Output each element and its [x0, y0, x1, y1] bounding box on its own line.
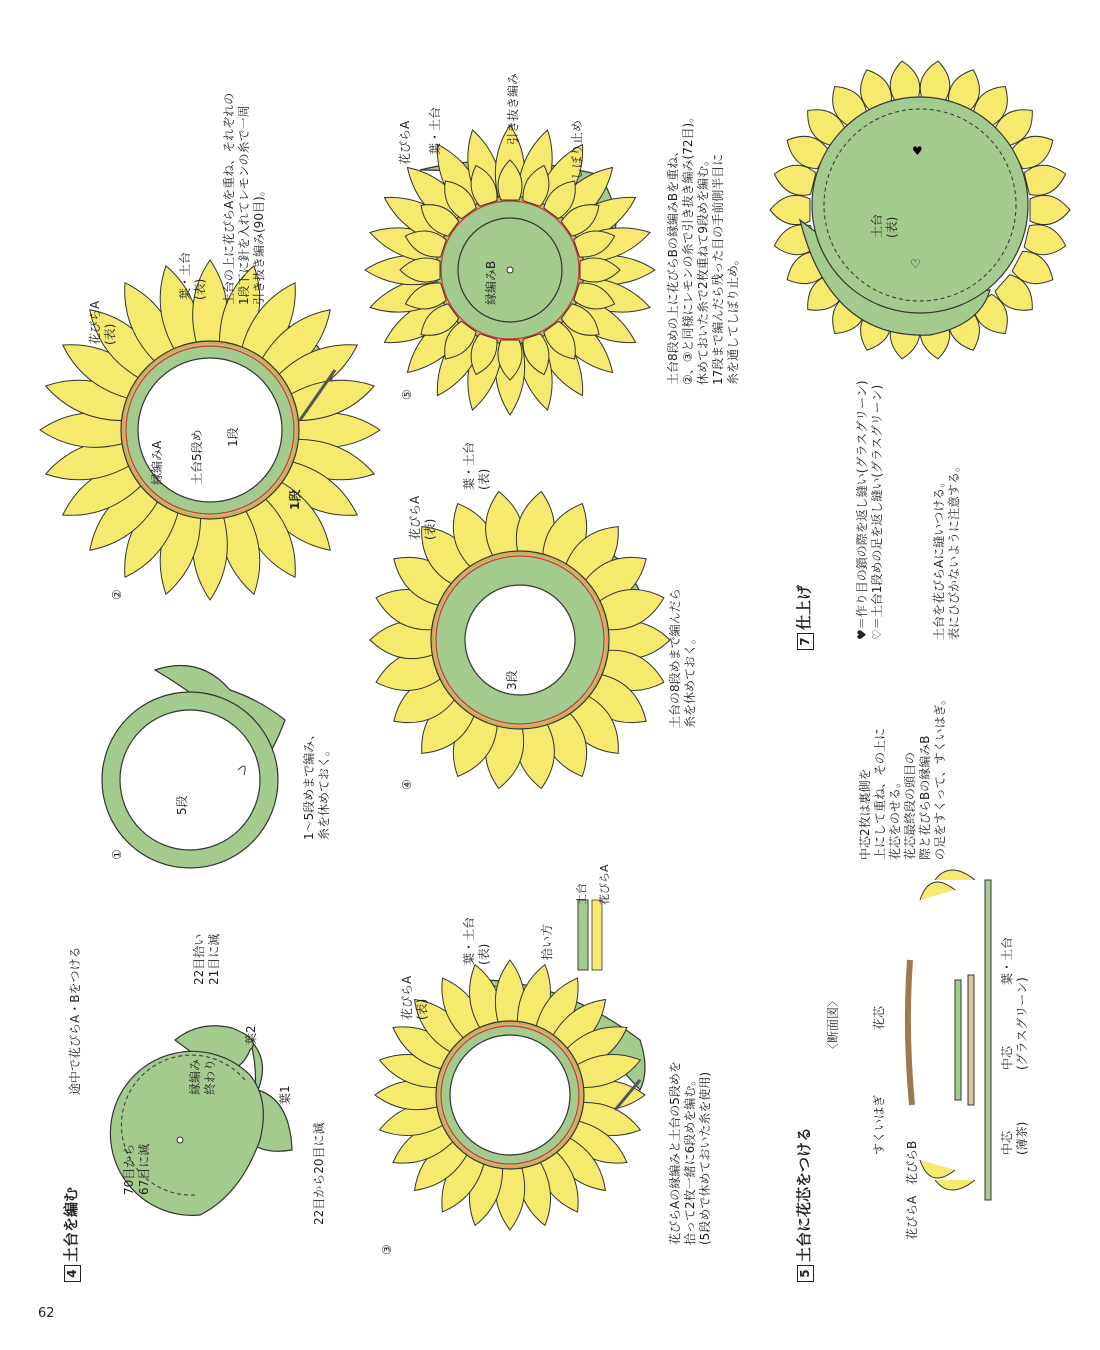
main-center-dot: [177, 1137, 183, 1143]
step5-caption: 土台8段めの上に花びらBの縁編みBを重ね、 ②、③と同様にレモンの糸で引き抜き編み(72目)。 休めておいた糸で2枚重ねて9段めを編む。 17段まで編んだら残った目の手前側半目に 糸を通してしぼり止め。: [666, 110, 740, 385]
cs-core: [908, 960, 912, 1105]
section5-sukui-label: すくいはぎ: [872, 1094, 886, 1155]
section5-petala-label: 花びらA: [905, 1195, 919, 1240]
step3-leaf-label: 葉・土台 (表): [462, 916, 491, 965]
step4-row-label: 3段: [505, 670, 519, 690]
final-petal: [920, 61, 949, 102]
step5-leaf-label: 葉・土台: [428, 106, 442, 155]
section5-number: 5: [797, 1265, 814, 1282]
section5-caption: 中芯2枚は裏側を 上にして重ね、その上に 花芯をのせる。 花芯最終段の頭目の 際と花びらBの縁編みB の足をすくって、すくいはぎ。: [858, 692, 947, 860]
cs-center-thin: [968, 975, 974, 1105]
section5-center-thin-label: 中芯 (薄茶): [1000, 1121, 1029, 1155]
main-label-leaf1: 葉1: [278, 1085, 292, 1105]
step1-hole: [120, 710, 260, 850]
section5-leafbase-label: 葉・土台: [1000, 936, 1014, 985]
step3-key-petal: 花びらA: [598, 864, 611, 905]
cs-petal: [920, 882, 955, 900]
section5-petalb-label: 花びらB: [905, 1140, 919, 1185]
step2-leaf-label: 葉・土台 (表): [178, 251, 207, 300]
section5-heading: [795, 1127, 814, 1282]
page-number: 62: [38, 1306, 55, 1321]
step2-row2-label: 1段: [288, 489, 302, 510]
section5-core-label: 花芯: [872, 1005, 886, 1030]
final-heart-outline: ♡: [910, 257, 921, 271]
cs-center-green: [955, 980, 961, 1100]
step3-hole: [450, 1035, 570, 1155]
final-petal: [1030, 195, 1070, 224]
step5-stop-label: しぼり止め: [570, 119, 584, 180]
final-petal: [890, 61, 919, 102]
step3-pickup-label: 拾い方: [540, 923, 554, 960]
step4-petal-label: 花びらA (表): [408, 495, 437, 540]
main-label-22: 22目拾い 21目に減: [192, 933, 221, 985]
final-petal: [1024, 165, 1065, 195]
section4-heading: [62, 1187, 81, 1282]
final-heart: ♥: [912, 144, 923, 158]
section4-title: 土台を編む: [62, 1186, 80, 1262]
cs-petal: [935, 1180, 975, 1190]
section7-title: 仕上げ: [795, 584, 813, 630]
step2-caption: 土台の上に花びらAを重ね、それぞれの 1段下に針を入れてレモンの糸で一周 引き抜き編み(90目)。: [222, 92, 266, 305]
step4-number: ④: [400, 779, 414, 790]
section5-center-green-label: 中芯 (グラスグリーン): [1000, 977, 1029, 1070]
final-base: [812, 97, 1028, 313]
section4-number: 4: [64, 1265, 81, 1282]
step5-petala-label: 花びらA: [398, 120, 412, 165]
section7-caption: 土台を花びらAに縫いつける。 表にひびかないように注意する。: [932, 459, 961, 640]
step3-number: ③: [380, 1244, 394, 1255]
cs-petal: [920, 1160, 955, 1178]
section7-legend: ♥＝作り目の鎖の際を返し縫い(グラスグリーン) ♡＝土台1段めの足を返し縫い(グラスグリーン): [855, 380, 884, 640]
section7-number: 7: [797, 633, 814, 650]
step2-edge-label: 縁編みA: [150, 440, 164, 485]
final-petal: [770, 195, 810, 224]
step5-center-dot: [507, 267, 513, 273]
cs-petal: [935, 870, 975, 880]
step2-petal-label: 花びらA (表): [88, 300, 117, 345]
step1-caption: 1〜5段めまで編み、 糸を休めておく。: [302, 728, 331, 840]
step4-hole: [465, 585, 575, 695]
final-petal: [1024, 225, 1065, 255]
step2-base-label: 土台5段め: [190, 429, 204, 485]
step1-label: 5段: [175, 795, 189, 815]
step2-number: ②: [110, 589, 124, 600]
step5-edge-label: 縁編みB: [484, 260, 498, 305]
main-label-edge: 縁編み 終わり: [188, 1058, 217, 1095]
step3-caption: 花びらAの縁編みと土台の5段めを 拾って2枚一緒に6段めを編む。 (5段めで休めておいた糸を使用): [668, 1061, 712, 1245]
step3-key-base: [578, 900, 588, 970]
step3-key-base: 土台: [575, 883, 588, 905]
step4-caption: 土台の8段めまで編んだら 糸を休めておく。: [668, 588, 697, 728]
step3-key-petal: [592, 900, 602, 970]
section7-heading: [795, 585, 814, 650]
section5-title: 土台に花芯をつける: [795, 1126, 813, 1262]
section4-subtitle: 途中で花びらA・Bをつける: [68, 946, 82, 1095]
section7-base-label: 土台 (表): [870, 213, 899, 238]
step1-number: ①: [110, 849, 124, 860]
step4-leaf-label: 葉・土台 (表): [462, 441, 491, 490]
section5-label: 〈断面図〉: [826, 994, 840, 1055]
main-label-bottom: 22目から20目に減: [312, 1122, 326, 1225]
step2-row1-label: 1段: [226, 427, 240, 447]
cs-leaf-base: [985, 880, 991, 1200]
step5-slip-label: 引き抜き編み: [506, 72, 520, 145]
main-label-70: 70目から 67目に減: [122, 1143, 151, 1195]
final-petal: [774, 165, 815, 195]
step5-number: ⑤: [400, 389, 414, 400]
main-label-leaf2: 葉2: [244, 1025, 258, 1045]
step3-petal-label: 花びらA (表): [400, 975, 429, 1020]
